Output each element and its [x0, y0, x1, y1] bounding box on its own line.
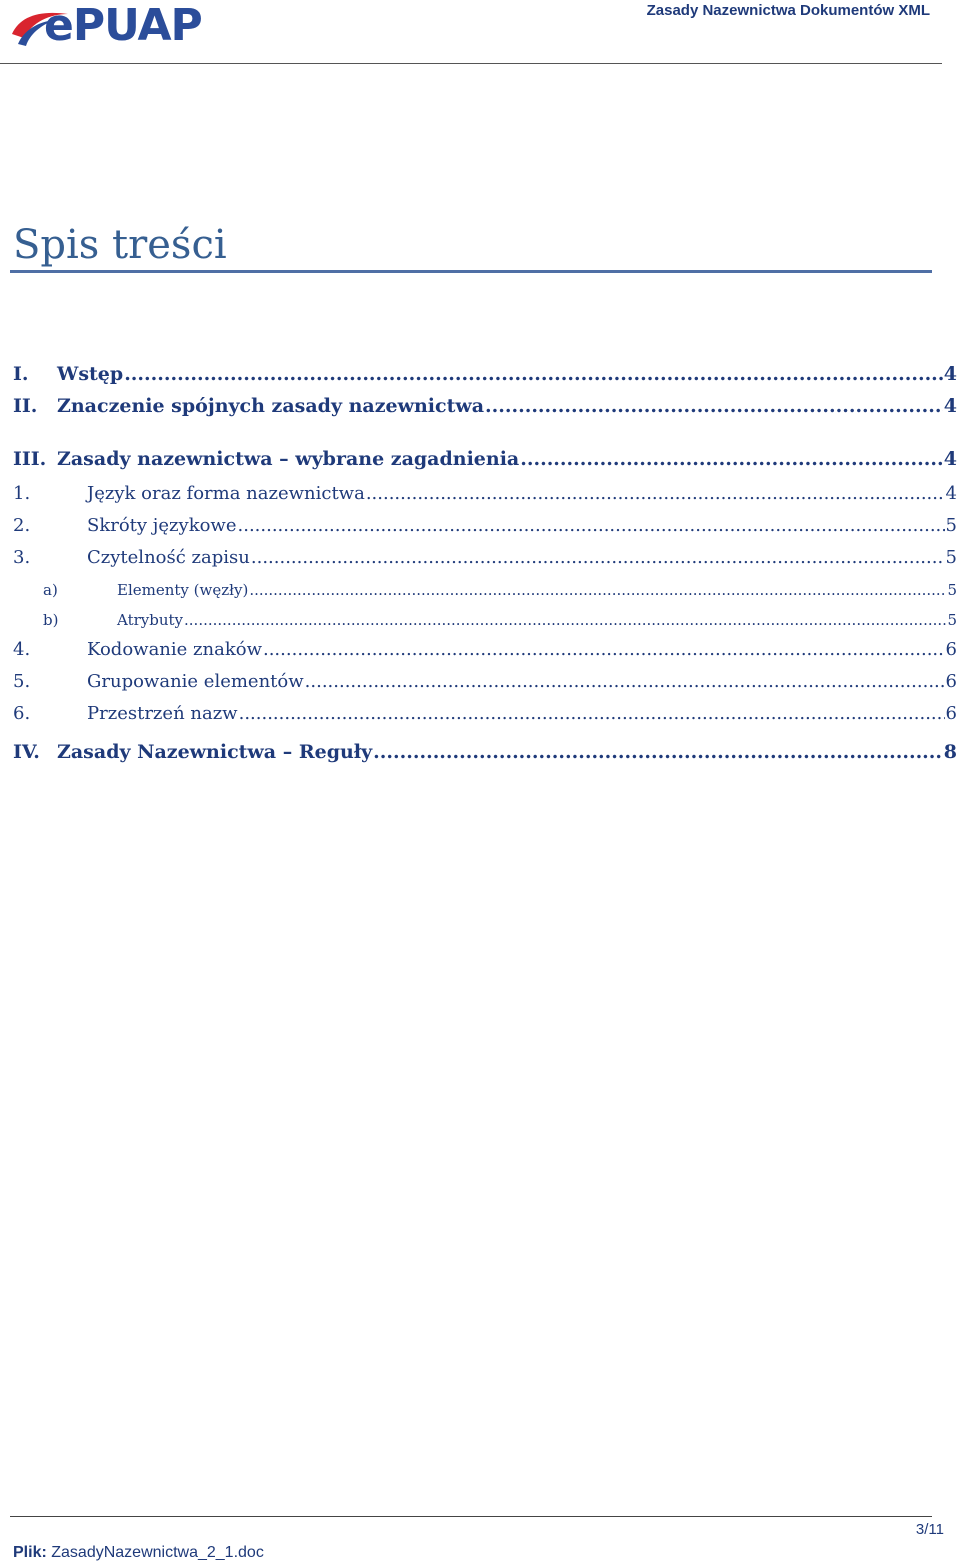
toc-entry-number: 3. [13, 547, 31, 568]
toc-entry-number: 1. [13, 483, 31, 504]
toc-leader-dots [263, 639, 945, 660]
toc-entry-page: 4 [943, 363, 957, 385]
logo-wordmark: ePUAP [44, 0, 202, 51]
toc-entry-number: 6. [13, 703, 31, 724]
toc-entry-label: Język oraz forma nazewnictwa [87, 483, 365, 504]
page-indicator: 3/11 [915, 1521, 944, 1538]
toc-entry-label: Przestrzeń nazw [87, 703, 238, 724]
toc-entry-page: 6 [945, 703, 957, 724]
toc-entry-label: Atrybuty [117, 611, 184, 629]
toc-entry-number: a) [43, 581, 58, 599]
toc-entry[interactable] [13, 448, 957, 470]
file-name-line [13, 1544, 264, 1562]
toc-entry-number: I. [13, 363, 29, 385]
toc-leader-dots [305, 671, 945, 692]
toc-entry-page: 5 [947, 611, 957, 629]
toc-entry-page: 4 [945, 483, 957, 504]
toc-entry-number: 5. [13, 671, 31, 692]
toc-entry[interactable] [13, 639, 957, 660]
toc-entry-label: Grupowanie elementów [87, 671, 304, 692]
file-label: Plik: [13, 1544, 47, 1561]
toc-leader-dots [239, 703, 945, 724]
toc-entry[interactable] [13, 611, 957, 629]
toc-leader-dots [238, 515, 945, 536]
file-name: ZasadyNazewnictwa_2_1.doc [51, 1544, 264, 1561]
toc-entry-number: 4. [13, 639, 31, 660]
toc-entry[interactable] [13, 741, 957, 763]
toc-entry-label: Wstęp [57, 363, 124, 385]
toc-entry-label: Znaczenie spójnych zasady nazewnictwa [57, 395, 485, 417]
toc-heading-underline [10, 270, 932, 273]
toc-entry-page: 5 [945, 515, 957, 536]
toc-entry-number: III. [13, 448, 47, 470]
toc-entry-number: IV. [13, 741, 40, 763]
toc-leader-dots [251, 547, 945, 568]
toc-entry[interactable] [13, 363, 957, 385]
toc-heading: Spis treści [13, 222, 227, 268]
toc-entry-number: b) [43, 611, 59, 629]
toc-leader-dots [373, 741, 943, 763]
toc-entry[interactable] [13, 483, 957, 504]
toc-entry-label: Elementy (węzły) [117, 581, 249, 599]
toc-entry[interactable] [13, 547, 957, 568]
toc-entry[interactable] [13, 671, 957, 692]
toc-entry-label: Skróty językowe [87, 515, 237, 536]
document-title: Zasady Nazewnictwa Dokumentów XML [646, 2, 930, 19]
toc-entry-number: II. [13, 395, 38, 417]
toc-leader-dots [520, 448, 943, 470]
toc-entry[interactable] [13, 703, 957, 724]
toc-entry-label: Czytelność zapisu [87, 547, 250, 568]
toc-leader-dots [124, 363, 943, 385]
toc-leader-dots [366, 483, 945, 504]
toc-leader-dots [184, 611, 946, 629]
footer-divider [10, 1516, 932, 1517]
toc-entry-page: 6 [945, 671, 957, 692]
epuap-logo [10, 0, 220, 54]
toc-entry-page: 8 [943, 741, 957, 763]
toc-leader-dots [485, 395, 943, 417]
toc-entry-label: Zasady Nazewnictwa – Reguły [57, 741, 373, 763]
toc-entry-page: 5 [947, 581, 957, 599]
toc-entry-label: Zasady nazewnictwa – wybrane zagadnienia [57, 448, 520, 470]
header-divider [0, 63, 942, 64]
toc-entry[interactable] [13, 581, 957, 599]
toc-entry[interactable] [13, 395, 957, 417]
toc-entry-number: 2. [13, 515, 31, 536]
toc-entry-label: Kodowanie znaków [87, 639, 262, 660]
toc-entry[interactable] [13, 515, 957, 536]
toc-leader-dots [249, 581, 946, 599]
toc-entry-page: 4 [943, 395, 957, 417]
toc-entry-page: 5 [945, 547, 957, 568]
toc-entry-page: 4 [943, 448, 957, 470]
toc-entry-page: 6 [945, 639, 957, 660]
